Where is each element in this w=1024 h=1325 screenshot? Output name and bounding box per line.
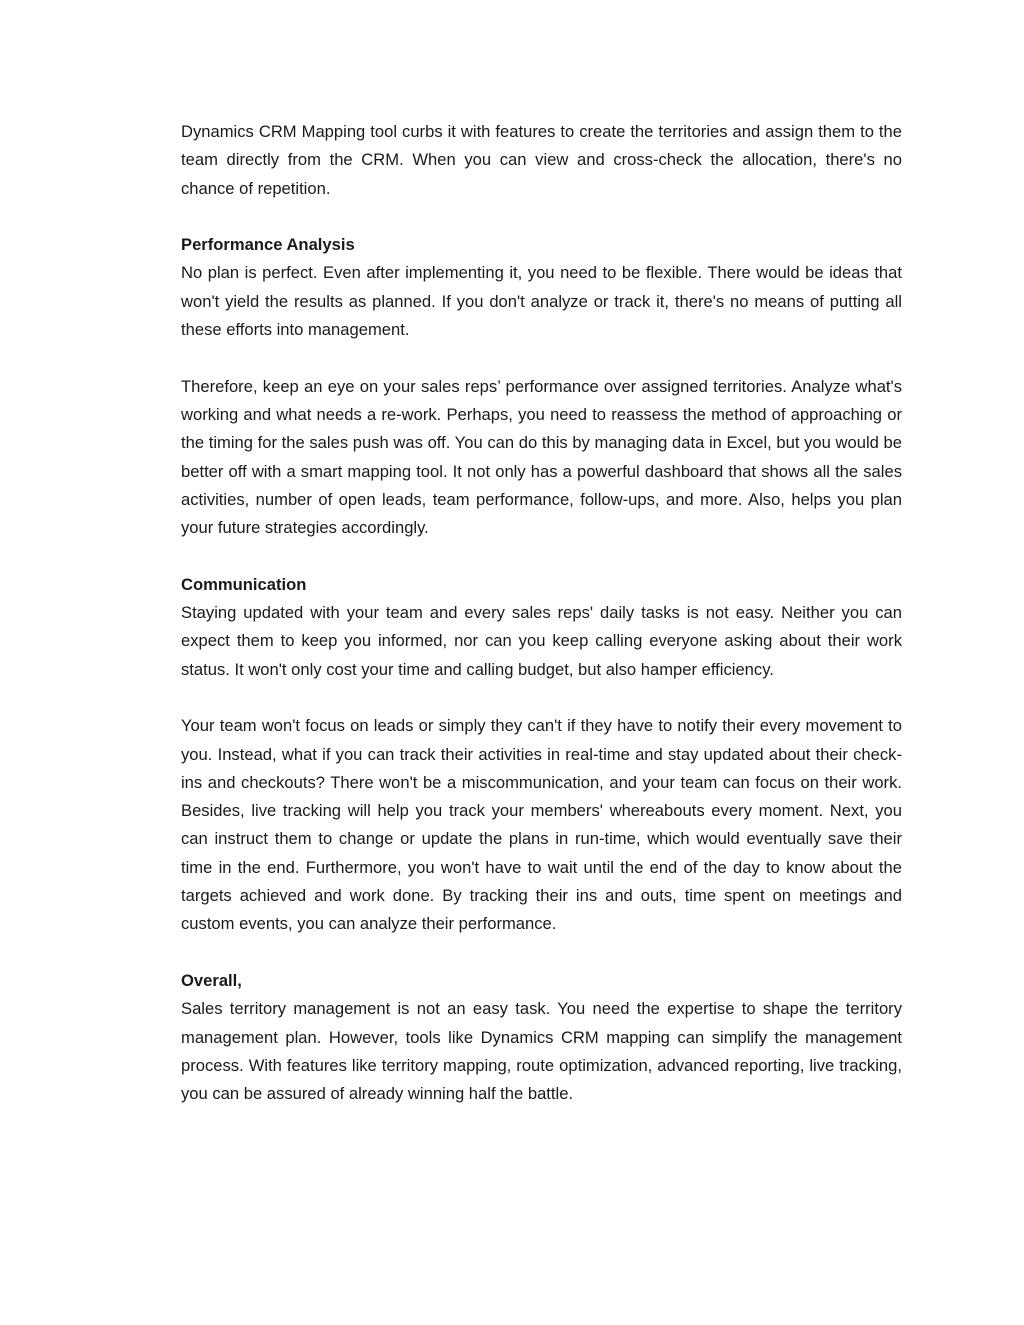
intro-paragraph: Dynamics CRM Mapping tool curbs it with features to create the territories and assign them to the team directly from the CRM. When you can view and cross-check the allocation, there's no chance of repetition. (181, 122, 902, 198)
performance-paragraph-2: Therefore, keep an eye on your sales reps’ performance over assigned territories. Analyze what's working and what needs a re-work. Perhaps, you need to reassess the method of approaching or the timing for the sales push was off. You can do this by managing data in Excel, but you would be better off with a smart mapping tool. It not only has a powerful dashboard that shows all the sales activities, number of open leads, team performance, follow-ups, and more. Also, helps you plan your future strategies accordingly. (181, 376, 902, 538)
communication-paragraph-1: Staying updated with your team and every sales reps' daily tasks is not easy. Neither you can expect them to keep you informed, nor can you keep calling everyone asking about their work status. It won't only cost your time and calling budget, but also hamper efficiency. (181, 603, 902, 679)
performance-paragraph-1: No plan is perfect. Even after implementing it, you need to be flexible. There would be ideas that won't yield the results as planned. If you don't analyze or track it, there's no means of putting all these efforts into management. (181, 263, 902, 340)
section-communication (181, 571, 902, 939)
communication-paragraph-2: Your team won't focus on leads or simply they can't if they have to notify their every movement to you. Instead, what if you can track their activities in real-time and stay updated about their check-ins and checkouts? There won't be a miscommunication, and your team can focus on their work. Besides, live tracking will help you track your members' whereabouts every moment. Next, you can instruct them to change or update the plans in run-time, which would eventually save their time in the end. Furthermore, you won't have to wait until the end of the day to know about the targets achieved and work done. By tracking their ins and outs, time spent on meetings and custom events, you can analyze their performance. (181, 716, 902, 934)
section-heading-performance-analysis: Performance Analysis (181, 235, 355, 255)
section-heading-overall: Overall, (181, 970, 242, 990)
section-overall (181, 967, 902, 1108)
section-heading-communication: Communication (181, 574, 307, 594)
document-page (181, 118, 902, 1137)
section-performance-analysis (181, 231, 902, 542)
overall-paragraph: Sales territory management is not an easy task. You need the expertise to shape the territory management plan. However, tools like Dynamics CRM mapping can simplify the management process. With features like territory mapping, route optimization, advanced reporting, live tracking, you can be assured of already winning half the battle. (181, 999, 902, 1104)
